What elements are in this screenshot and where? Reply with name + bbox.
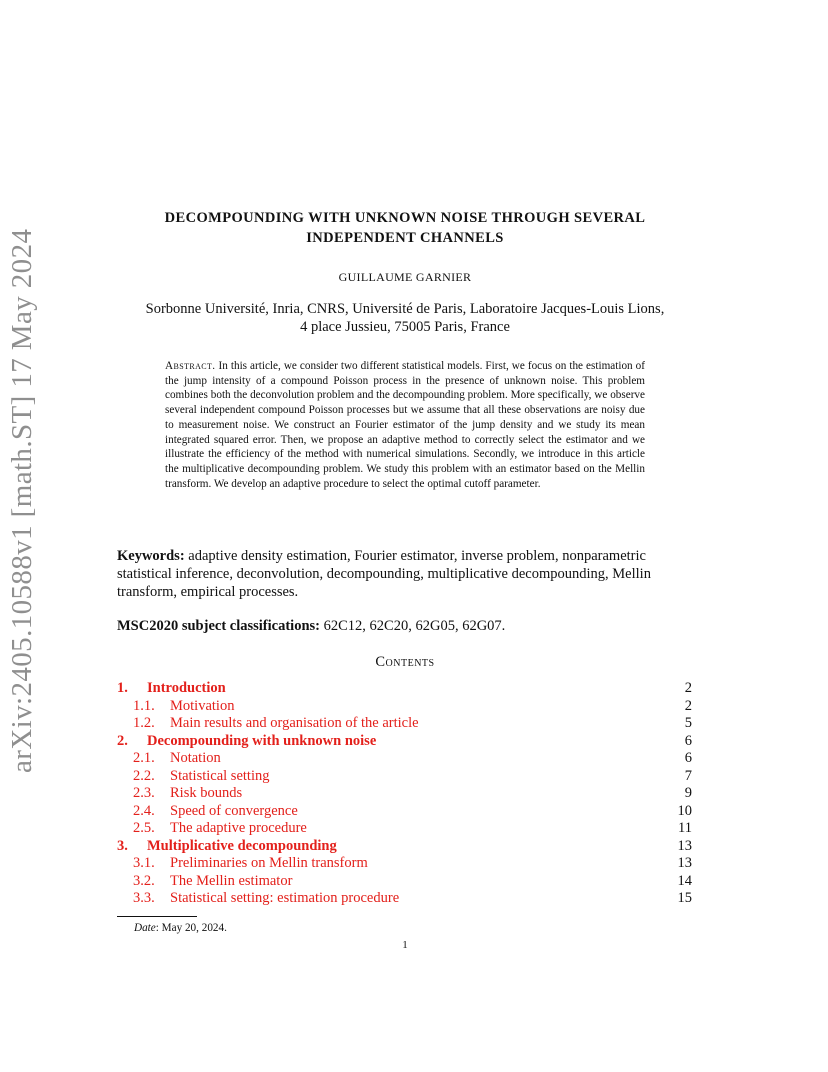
toc-page: 11 <box>678 820 692 836</box>
title-line-2: INDEPENDENT CHANNELS <box>306 230 504 246</box>
toc-page: 2 <box>684 697 692 714</box>
toc-entry-2-4[interactable] <box>117 803 692 821</box>
toc-entry-3-3[interactable] <box>117 890 692 908</box>
toc-number: 1.2. <box>133 715 155 731</box>
toc-title-link[interactable]: Main results and organisation of the article <box>170 715 419 731</box>
toc-entry-1-1[interactable] <box>117 698 692 716</box>
toc-entry-2[interactable] <box>117 733 692 751</box>
date-footnote <box>134 922 227 934</box>
table-of-contents <box>117 680 692 908</box>
title-line-1: DECOMPOUNDING WITH UNKNOWN NOISE THROUGH SEVERAL <box>164 210 646 226</box>
affiliation-line-2: 4 place Jussieu, 75005 Paris, France <box>300 319 510 335</box>
toc-entry-1-2[interactable] <box>117 715 692 733</box>
toc-entry-2-2[interactable] <box>117 768 692 786</box>
toc-title-link[interactable]: The adaptive procedure <box>170 820 307 836</box>
abstract <box>165 359 645 491</box>
toc-page: 2 <box>684 680 692 696</box>
toc-title-link[interactable]: Preliminaries on Mellin transform <box>170 855 368 871</box>
toc-page: 15 <box>677 890 692 906</box>
affiliation <box>105 300 705 336</box>
footnote-label: Date <box>134 922 156 934</box>
toc-page: 6 <box>684 750 692 766</box>
toc-entry-3-2[interactable] <box>117 873 692 891</box>
toc-number: 2. <box>117 732 128 749</box>
toc-page: 5 <box>684 715 692 731</box>
toc-number: 3.1. <box>133 855 155 871</box>
toc-number: 1. <box>117 680 128 696</box>
toc-entry-2-5[interactable] <box>117 820 692 838</box>
author-name: GUILLAUME GARNIER <box>338 270 472 284</box>
msc-classifications <box>117 617 699 635</box>
toc-title-link[interactable]: The Mellin estimator <box>170 872 293 889</box>
toc-page: 6 <box>684 732 692 749</box>
contents-heading: Contents <box>375 654 435 670</box>
toc-number: 3.3. <box>133 890 155 906</box>
toc-title-link[interactable]: Statistical setting <box>170 767 270 784</box>
toc-entry-2-3[interactable] <box>117 785 692 803</box>
abstract-label: Abstract. <box>165 360 216 372</box>
toc-entry-1[interactable] <box>117 680 692 698</box>
toc-page: 7 <box>684 767 692 784</box>
msc-label: MSC2020 subject classifications: <box>117 618 320 634</box>
paper-title <box>115 208 695 248</box>
toc-page: 9 <box>684 785 692 801</box>
keywords-text: adaptive density estimation, Fourier estimator, inverse problem, nonparametric statistical inference, deconvolution, decompounding, multiplicative decompounding, Mellin transform, empirical processes. <box>117 548 651 600</box>
toc-number: 1.1. <box>133 697 155 714</box>
toc-page: 10 <box>677 802 692 819</box>
toc-number: 2.5. <box>133 820 155 836</box>
toc-title-link[interactable]: Notation <box>170 750 221 766</box>
toc-title-link[interactable]: Introduction <box>147 680 226 696</box>
toc-number: 2.1. <box>133 750 155 766</box>
footnote-text: : May 20, 2024. <box>155 922 227 934</box>
toc-entry-2-1[interactable] <box>117 750 692 768</box>
toc-title-link[interactable]: Speed of convergence <box>170 802 298 819</box>
toc-entry-3[interactable] <box>117 838 692 856</box>
abstract-text: In this article, we consider two different statistical models. First, we focus on the estimation of the jump intensity of a compound Poisson process in the presence of unknown noise. This problem combines both the deconvolution problem and the decompounding problem. More specifically, we observe several independent compound Poisson processes but we assume that all these observations are noisy due to measurement noise. We construct an Fourier estimator of the jump density and we study its mean integrated squared error. Then, we propose an adaptive method to correctly select the estimator and we illustrate the efficiency of the method with numerical simulations. Secondly, we introduce in this article the multiplicative decompounding problem. We study this problem with an estimator based on the Mellin transform. We develop an adaptive procedure to select the optimal cutoff parameter. <box>165 360 645 490</box>
affiliation-line-1: Sorbonne Université, Inria, CNRS, Université de Paris, Laboratoire Jacques-Louis Lions, <box>145 301 665 317</box>
toc-title-link[interactable]: Risk bounds <box>170 785 243 801</box>
keywords <box>117 547 699 601</box>
toc-entry-3-1[interactable] <box>117 855 692 873</box>
toc-number: 3. <box>117 837 128 854</box>
footnote-rule <box>117 916 197 917</box>
toc-title-link[interactable]: Multiplicative decompounding <box>147 837 337 854</box>
toc-number: 2.3. <box>133 785 155 801</box>
toc-title-link[interactable]: Decompounding with unknown noise <box>147 732 377 749</box>
toc-number: 3.2. <box>133 872 155 889</box>
page-number: 1 <box>402 939 408 951</box>
toc-number: 2.2. <box>133 767 155 784</box>
toc-page: 13 <box>677 837 692 854</box>
msc-text: 62C12, 62C20, 62G05, 62G07. <box>323 618 506 634</box>
arxiv-stamp: arXiv:2405.10588v1 [math.ST] 17 May 2024 <box>6 228 38 773</box>
toc-number: 2.4. <box>133 802 155 819</box>
toc-title-link[interactable]: Statistical setting: estimation procedure <box>170 890 400 906</box>
toc-page: 14 <box>677 872 692 889</box>
keywords-label: Keywords: <box>117 548 185 564</box>
toc-page: 13 <box>677 855 692 871</box>
toc-title-link[interactable]: Motivation <box>170 697 235 714</box>
